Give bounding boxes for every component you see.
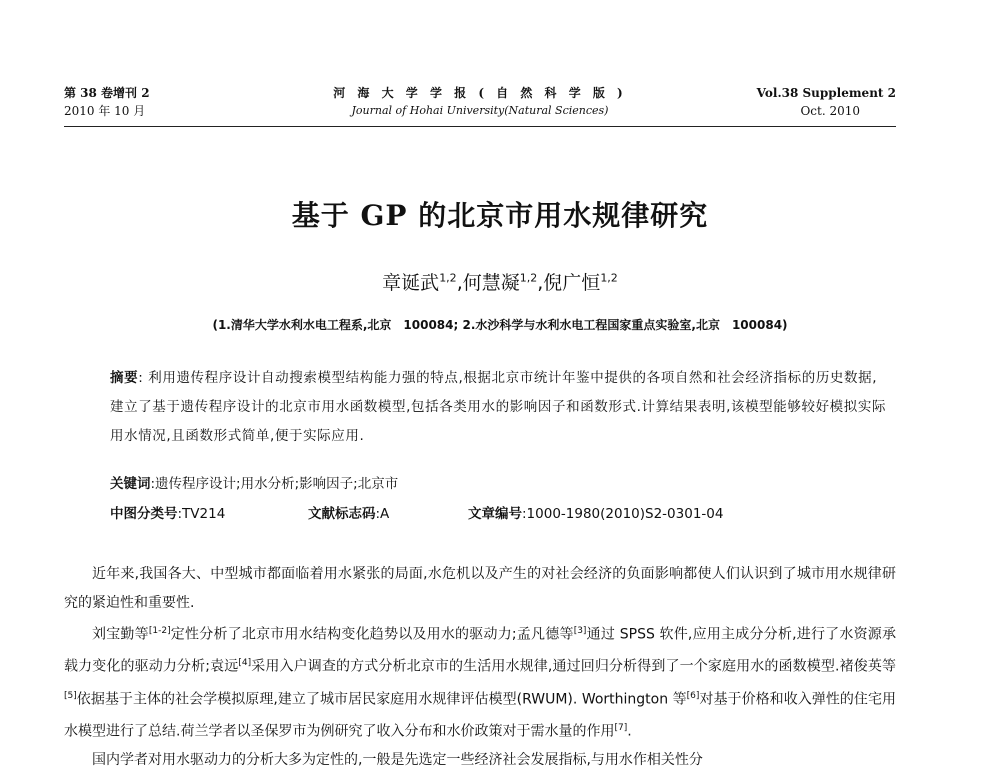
running-header — [64, 84, 896, 124]
text-run: 依据基于主体的社会学模拟原理,建立了城市居民家庭用水规律评估模型(RWUM). Worthington 等 — [76, 691, 687, 708]
abstract-text: : 利用遗传程序设计自动搜索模型结构能力强的特点,根据北京市统计年鉴中提供的各项自然和社会经济指标的历史数据,建立了基于遗传程序设计的北京市用水函数模型,包括各类用水的影响因子和函数形式.计算结果表明,该模型能够较好模拟实际用水情况,且函数形式简单,便于实际应用. — [110, 370, 887, 444]
text-run: 通过 SPSS 软件,应用主成分分析,进行了水资源承载力变化的驱动力分析;袁远 — [64, 626, 897, 676]
clc-number — [110, 502, 225, 522]
affiliations: (1.清华大学水利水电工程系,北京 100084; 2.水沙科学与水利水电工程国家重点实验室,北京 100084) — [212, 318, 788, 332]
keywords — [110, 472, 890, 492]
article-number-label: 文章编号 — [468, 506, 522, 522]
author-list — [0, 268, 1000, 295]
document-code-label: 文献标志码 — [308, 506, 376, 522]
volume-supplement: Vol.38 Supplement 2 — [756, 86, 896, 100]
text-run: . — [627, 723, 632, 740]
clc-value: :TV214 — [177, 506, 226, 522]
citation-ref: [5] — [64, 690, 77, 701]
author-affiliation-mark: 1,2 — [600, 271, 618, 285]
volume-info-english — [757, 84, 896, 120]
header-rule — [64, 126, 896, 127]
citation-ref: [3] — [573, 626, 587, 637]
body-text — [64, 560, 896, 775]
citation-ref: [7] — [614, 722, 628, 733]
article-number — [468, 502, 723, 522]
text-run: 采用入户调查的方式分析北京市的生活用水规律,通过回归分析得到了一个家庭用水的函数模型.褚俊英等 — [251, 659, 896, 676]
citation-ref: [6] — [686, 690, 700, 701]
body-paragraph: 国内学者对用水驱动力的分析大多为定性的,一般是先选定一些经济社会发展指标,与用水作相关性分 — [92, 752, 703, 769]
author-separator: , — [456, 272, 463, 294]
author-separator: , — [537, 272, 544, 294]
text-run: 对基于价格和收入弹性的住宅用水模型进行了总结.荷兰学者以圣保罗市为例研究了收入分布和水价政策对于需水量的作用 — [64, 691, 896, 740]
author-affiliation-mark: 1,2 — [439, 271, 457, 285]
abstract-label: 摘要 — [110, 370, 139, 386]
body-paragraph — [64, 617, 896, 746]
volume-issue: 第 38 卷增刊 2 — [64, 86, 150, 100]
publication-month: 2010 年 10 月 — [64, 104, 146, 118]
author-name: 何慧凝 — [462, 272, 520, 294]
keywords-label: 关键词 — [110, 476, 151, 492]
journal-name-chinese: 河 海 大 学 学 报 ( 自 然 科 学 版 ) — [333, 86, 627, 100]
document-code-value: :A — [375, 506, 390, 522]
publication-date: Oct. 2010 — [800, 104, 860, 118]
body-paragraph: 近年来,我国各大、中型城市都面临着用水紧张的局面,水危机以及产生的对社会经济的负面影响都使人们认识到了城市用水规律研究的紧迫性和重要性. — [64, 566, 896, 611]
clc-label: 中图分类号 — [110, 506, 178, 522]
keywords-text: :遗传程序设计;用水分析;影响因子;北京市 — [150, 476, 399, 492]
document-code — [308, 502, 389, 522]
abstract — [110, 364, 890, 451]
citation-ref: [4] — [238, 658, 252, 669]
citation-ref: [1-2] — [148, 626, 171, 637]
text-run: 定性分析了北京市用水结构变化趋势以及用水的驱动力;孟凡德等 — [170, 626, 574, 643]
author-name: 章诞武 — [382, 272, 440, 294]
text-run: 刘宝勤等 — [92, 626, 149, 643]
paper-title: 基于 GP 的北京市用水规律研究 — [291, 199, 709, 232]
author-affiliation-mark: 1,2 — [519, 271, 538, 285]
journal-name-english: Journal of Hohai University(Natural Sciences) — [351, 104, 609, 117]
author-name: 倪广恒 — [543, 272, 601, 294]
article-number-value: :1000-1980(2010)S2-0301-04 — [522, 506, 724, 522]
